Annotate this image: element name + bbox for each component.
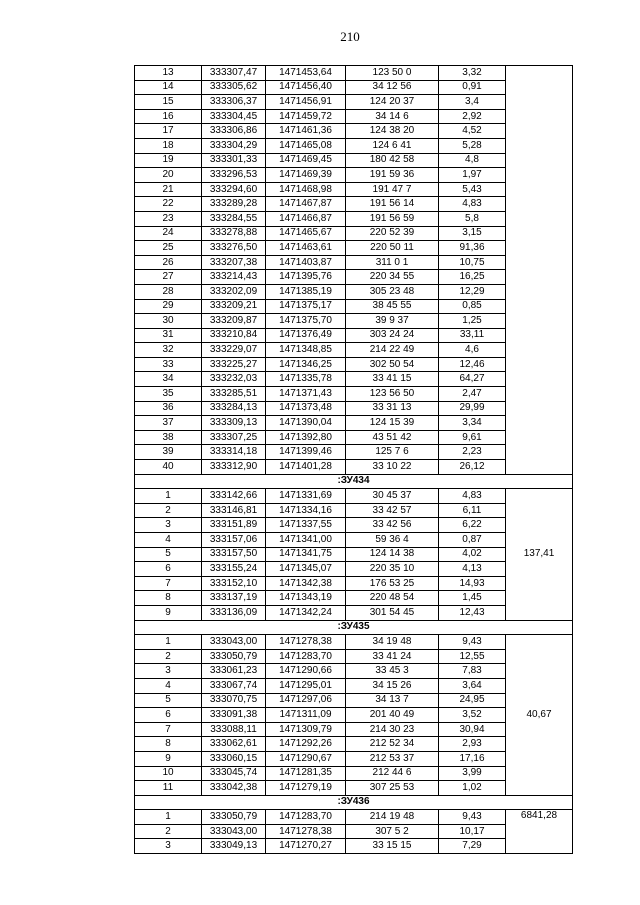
x-coordinate: 333278,88 [202, 226, 266, 241]
point-number: 33 [135, 357, 202, 372]
point-number: 8 [135, 591, 202, 606]
direction-angle: 33 31 13 [346, 401, 439, 416]
point-number: 40 [135, 460, 202, 475]
y-coordinate: 1471469,39 [266, 168, 346, 183]
section-title: :ЗУ436 [135, 795, 573, 810]
segment-length: 4,13 [439, 562, 506, 577]
point-number: 31 [135, 328, 202, 343]
direction-angle: 38 45 55 [346, 299, 439, 314]
segment-length: 24,95 [439, 693, 506, 708]
y-coordinate: 1471348,85 [266, 343, 346, 358]
x-coordinate: 333301,33 [202, 153, 266, 168]
y-coordinate: 1471453,64 [266, 66, 346, 81]
direction-angle: 33 10 22 [346, 460, 439, 475]
segment-length: 16,25 [439, 270, 506, 285]
segment-length: 2,93 [439, 737, 506, 752]
point-number: 3 [135, 839, 202, 854]
direction-angle: 34 13 7 [346, 693, 439, 708]
direction-angle: 301 54 45 [346, 605, 439, 620]
direction-angle: 212 52 34 [346, 737, 439, 752]
point-number: 25 [135, 241, 202, 256]
direction-angle: 34 15 26 [346, 678, 439, 693]
point-number: 30 [135, 314, 202, 329]
y-coordinate: 1471270,27 [266, 839, 346, 854]
y-coordinate: 1471278,38 [266, 635, 346, 650]
point-number: 23 [135, 211, 202, 226]
segment-length: 33,11 [439, 328, 506, 343]
segment-length: 12,55 [439, 649, 506, 664]
segment-length: 12,43 [439, 605, 506, 620]
x-coordinate: 333151,89 [202, 518, 266, 533]
x-coordinate: 333155,24 [202, 562, 266, 577]
x-coordinate: 333285,51 [202, 387, 266, 402]
segment-length: 5,28 [439, 138, 506, 153]
y-coordinate: 1471292,26 [266, 737, 346, 752]
segment-length: 4,83 [439, 197, 506, 212]
segment-length: 10,17 [439, 824, 506, 839]
y-coordinate: 1471375,17 [266, 299, 346, 314]
y-coordinate: 1471385,19 [266, 284, 346, 299]
y-coordinate: 1471395,76 [266, 270, 346, 285]
point-number: 29 [135, 299, 202, 314]
x-coordinate: 333225,27 [202, 357, 266, 372]
y-coordinate: 1471309,79 [266, 722, 346, 737]
x-coordinate: 333306,86 [202, 124, 266, 139]
x-coordinate: 333060,15 [202, 751, 266, 766]
direction-angle: 123 56 50 [346, 387, 439, 402]
y-coordinate: 1471399,46 [266, 445, 346, 460]
area-value: 40,67 [506, 635, 573, 796]
point-number: 32 [135, 343, 202, 358]
y-coordinate: 1471345,07 [266, 562, 346, 577]
x-coordinate: 333045,74 [202, 766, 266, 781]
direction-angle: 302 50 54 [346, 357, 439, 372]
x-coordinate: 333091,38 [202, 708, 266, 723]
point-number: 24 [135, 226, 202, 241]
table-row [135, 810, 573, 825]
section-header-row [135, 474, 573, 489]
segment-length: 3,52 [439, 708, 506, 723]
point-number: 13 [135, 66, 202, 81]
x-coordinate: 333314,18 [202, 445, 266, 460]
point-number: 2 [135, 824, 202, 839]
x-coordinate: 333062,61 [202, 737, 266, 752]
direction-angle: 30 45 37 [346, 489, 439, 504]
coordinates-table [134, 65, 573, 854]
segment-length: 0,85 [439, 299, 506, 314]
segment-length: 17,16 [439, 751, 506, 766]
x-coordinate: 333061,23 [202, 664, 266, 679]
direction-angle: 305 23 48 [346, 284, 439, 299]
y-coordinate: 1471311,09 [266, 708, 346, 723]
direction-angle: 33 15 15 [346, 839, 439, 854]
direction-angle: 220 52 39 [346, 226, 439, 241]
direction-angle: 212 44 6 [346, 766, 439, 781]
table-row [135, 489, 573, 504]
segment-length: 5,8 [439, 211, 506, 226]
x-coordinate: 333142,66 [202, 489, 266, 504]
direction-angle: 191 47 7 [346, 182, 439, 197]
x-coordinate: 333210,84 [202, 328, 266, 343]
y-coordinate: 1471278,38 [266, 824, 346, 839]
point-number: 27 [135, 270, 202, 285]
x-coordinate: 333146,81 [202, 503, 266, 518]
point-number: 5 [135, 693, 202, 708]
table-row [135, 66, 573, 81]
segment-length: 3,99 [439, 766, 506, 781]
segment-length: 1,97 [439, 168, 506, 183]
x-coordinate: 333309,13 [202, 416, 266, 431]
y-coordinate: 1471375,70 [266, 314, 346, 329]
x-coordinate: 333157,50 [202, 547, 266, 562]
y-coordinate: 1471283,70 [266, 649, 346, 664]
segment-length: 3,4 [439, 95, 506, 110]
segment-length: 6,11 [439, 503, 506, 518]
segment-length: 14,93 [439, 576, 506, 591]
direction-angle: 124 15 39 [346, 416, 439, 431]
point-number: 36 [135, 401, 202, 416]
y-coordinate: 1471401,28 [266, 460, 346, 475]
direction-angle: 191 56 59 [346, 211, 439, 226]
segment-length: 3,32 [439, 66, 506, 81]
point-number: 4 [135, 533, 202, 548]
segment-length: 4,52 [439, 124, 506, 139]
direction-angle: 311 0 1 [346, 255, 439, 270]
x-coordinate: 333214,43 [202, 270, 266, 285]
direction-angle: 39 9 37 [346, 314, 439, 329]
y-coordinate: 1471371,43 [266, 387, 346, 402]
x-coordinate: 333070,75 [202, 693, 266, 708]
segment-length: 5,43 [439, 182, 506, 197]
segment-length: 12,46 [439, 357, 506, 372]
point-number: 5 [135, 547, 202, 562]
y-coordinate: 1471376,49 [266, 328, 346, 343]
point-number: 26 [135, 255, 202, 270]
y-coordinate: 1471461,36 [266, 124, 346, 139]
y-coordinate: 1471341,75 [266, 547, 346, 562]
table-row [135, 635, 573, 650]
x-coordinate: 333304,29 [202, 138, 266, 153]
direction-angle: 214 19 48 [346, 810, 439, 825]
direction-angle: 34 12 56 [346, 80, 439, 95]
point-number: 7 [135, 722, 202, 737]
segment-length: 3,34 [439, 416, 506, 431]
direction-angle: 33 45 3 [346, 664, 439, 679]
direction-angle: 220 50 11 [346, 241, 439, 256]
segment-length: 3,64 [439, 678, 506, 693]
y-coordinate: 1471279,19 [266, 781, 346, 796]
segment-length: 7,83 [439, 664, 506, 679]
segment-length: 4,8 [439, 153, 506, 168]
segment-length: 0,91 [439, 80, 506, 95]
direction-angle: 220 34 55 [346, 270, 439, 285]
point-number: 3 [135, 518, 202, 533]
direction-angle: 220 48 54 [346, 591, 439, 606]
point-number: 9 [135, 605, 202, 620]
direction-angle: 33 42 56 [346, 518, 439, 533]
direction-angle: 43 51 42 [346, 430, 439, 445]
x-coordinate: 333304,45 [202, 109, 266, 124]
direction-angle: 214 22 49 [346, 343, 439, 358]
point-number: 17 [135, 124, 202, 139]
segment-length: 91,36 [439, 241, 506, 256]
y-coordinate: 1471456,40 [266, 80, 346, 95]
segment-length: 9,61 [439, 430, 506, 445]
y-coordinate: 1471337,55 [266, 518, 346, 533]
x-coordinate: 333312,90 [202, 460, 266, 475]
x-coordinate: 333049,13 [202, 839, 266, 854]
point-number: 34 [135, 372, 202, 387]
point-number: 15 [135, 95, 202, 110]
x-coordinate: 333157,06 [202, 533, 266, 548]
x-coordinate: 333307,25 [202, 430, 266, 445]
point-number: 1 [135, 635, 202, 650]
direction-angle: 124 14 38 [346, 547, 439, 562]
y-coordinate: 1471343,19 [266, 591, 346, 606]
x-coordinate: 333307,47 [202, 66, 266, 81]
y-coordinate: 1471392,80 [266, 430, 346, 445]
direction-angle: 191 59 36 [346, 168, 439, 183]
y-coordinate: 1471469,45 [266, 153, 346, 168]
x-coordinate: 333043,00 [202, 635, 266, 650]
y-coordinate: 1471342,24 [266, 605, 346, 620]
x-coordinate: 333088,11 [202, 722, 266, 737]
point-number: 18 [135, 138, 202, 153]
point-number: 6 [135, 708, 202, 723]
point-number: 10 [135, 766, 202, 781]
x-coordinate: 333306,37 [202, 95, 266, 110]
point-number: 1 [135, 489, 202, 504]
point-number: 28 [135, 284, 202, 299]
y-coordinate: 1471335,78 [266, 372, 346, 387]
point-number: 16 [135, 109, 202, 124]
direction-angle: 303 24 24 [346, 328, 439, 343]
y-coordinate: 1471463,61 [266, 241, 346, 256]
segment-length: 2,92 [439, 109, 506, 124]
y-coordinate: 1471283,70 [266, 810, 346, 825]
section-title: :ЗУ435 [135, 620, 573, 635]
direction-angle: 124 38 20 [346, 124, 439, 139]
y-coordinate: 1471403,87 [266, 255, 346, 270]
direction-angle: 214 30 23 [346, 722, 439, 737]
direction-angle: 59 36 4 [346, 533, 439, 548]
x-coordinate: 333284,13 [202, 401, 266, 416]
point-number: 14 [135, 80, 202, 95]
direction-angle: 34 19 48 [346, 635, 439, 650]
point-number: 38 [135, 430, 202, 445]
x-coordinate: 333296,53 [202, 168, 266, 183]
direction-angle: 33 41 24 [346, 649, 439, 664]
x-coordinate: 333050,79 [202, 810, 266, 825]
point-number: 2 [135, 649, 202, 664]
y-coordinate: 1471290,66 [266, 664, 346, 679]
segment-length: 4,83 [439, 489, 506, 504]
y-coordinate: 1471467,87 [266, 197, 346, 212]
segment-length: 6,22 [439, 518, 506, 533]
segment-length: 1,02 [439, 781, 506, 796]
x-coordinate: 333152,10 [202, 576, 266, 591]
y-coordinate: 1471465,67 [266, 226, 346, 241]
area-value [506, 66, 573, 475]
y-coordinate: 1471346,25 [266, 357, 346, 372]
x-coordinate: 333207,38 [202, 255, 266, 270]
x-coordinate: 333067,74 [202, 678, 266, 693]
y-coordinate: 1471466,87 [266, 211, 346, 226]
point-number: 20 [135, 168, 202, 183]
x-coordinate: 333050,79 [202, 649, 266, 664]
point-number: 8 [135, 737, 202, 752]
segment-length: 64,27 [439, 372, 506, 387]
segment-length: 10,75 [439, 255, 506, 270]
area-value: 6841,28 [506, 810, 573, 854]
segment-length: 2,23 [439, 445, 506, 460]
segment-length: 1,25 [439, 314, 506, 329]
x-coordinate: 333294,60 [202, 182, 266, 197]
segment-length: 30,94 [439, 722, 506, 737]
segment-length: 2,47 [439, 387, 506, 402]
x-coordinate: 333043,00 [202, 824, 266, 839]
segment-length: 26,12 [439, 460, 506, 475]
x-coordinate: 333229,07 [202, 343, 266, 358]
y-coordinate: 1471290,67 [266, 751, 346, 766]
direction-angle: 34 14 6 [346, 109, 439, 124]
direction-angle: 124 6 41 [346, 138, 439, 153]
direction-angle: 212 53 37 [346, 751, 439, 766]
y-coordinate: 1471459,72 [266, 109, 346, 124]
direction-angle: 123 50 0 [346, 66, 439, 81]
x-coordinate: 333137,19 [202, 591, 266, 606]
section-header-row [135, 620, 573, 635]
direction-angle: 176 53 25 [346, 576, 439, 591]
point-number: 37 [135, 416, 202, 431]
direction-angle: 191 56 14 [346, 197, 439, 212]
segment-length: 3,15 [439, 226, 506, 241]
y-coordinate: 1471295,01 [266, 678, 346, 693]
point-number: 35 [135, 387, 202, 402]
section-title: :ЗУ434 [135, 474, 573, 489]
y-coordinate: 1471331,69 [266, 489, 346, 504]
point-number: 9 [135, 751, 202, 766]
x-coordinate: 333305,62 [202, 80, 266, 95]
x-coordinate: 333232,03 [202, 372, 266, 387]
direction-angle: 124 20 37 [346, 95, 439, 110]
segment-length: 9,43 [439, 810, 506, 825]
y-coordinate: 1471334,16 [266, 503, 346, 518]
segment-length: 1,45 [439, 591, 506, 606]
point-number: 19 [135, 153, 202, 168]
point-number: 22 [135, 197, 202, 212]
direction-angle: 220 35 10 [346, 562, 439, 577]
y-coordinate: 1471456,91 [266, 95, 346, 110]
page-number: 210 [340, 29, 360, 44]
direction-angle: 180 42 58 [346, 153, 439, 168]
segment-length: 9,43 [439, 635, 506, 650]
y-coordinate: 1471297,06 [266, 693, 346, 708]
point-number: 11 [135, 781, 202, 796]
segment-length: 0,87 [439, 533, 506, 548]
y-coordinate: 1471341,00 [266, 533, 346, 548]
segment-length: 29,99 [439, 401, 506, 416]
direction-angle: 33 42 57 [346, 503, 439, 518]
direction-angle: 125 7 6 [346, 445, 439, 460]
y-coordinate: 1471342,38 [266, 576, 346, 591]
point-number: 39 [135, 445, 202, 460]
direction-angle: 201 40 49 [346, 708, 439, 723]
segment-length: 4,6 [439, 343, 506, 358]
segment-length: 4,02 [439, 547, 506, 562]
segment-length: 12,29 [439, 284, 506, 299]
point-number: 3 [135, 664, 202, 679]
area-value: 137,41 [506, 489, 573, 620]
y-coordinate: 1471373,48 [266, 401, 346, 416]
point-number: 7 [135, 576, 202, 591]
x-coordinate: 333209,87 [202, 314, 266, 329]
x-coordinate: 333136,09 [202, 605, 266, 620]
y-coordinate: 1471465,08 [266, 138, 346, 153]
point-number: 1 [135, 810, 202, 825]
point-number: 2 [135, 503, 202, 518]
y-coordinate: 1471390,04 [266, 416, 346, 431]
x-coordinate: 333042,38 [202, 781, 266, 796]
x-coordinate: 333289,28 [202, 197, 266, 212]
segment-length: 7,29 [439, 839, 506, 854]
x-coordinate: 333276,50 [202, 241, 266, 256]
point-number: 6 [135, 562, 202, 577]
point-number: 4 [135, 678, 202, 693]
section-header-row [135, 795, 573, 810]
y-coordinate: 1471281,35 [266, 766, 346, 781]
direction-angle: 307 5 2 [346, 824, 439, 839]
x-coordinate: 333209,21 [202, 299, 266, 314]
y-coordinate: 1471468,98 [266, 182, 346, 197]
direction-angle: 307 25 53 [346, 781, 439, 796]
direction-angle: 33 41 15 [346, 372, 439, 387]
x-coordinate: 333202,09 [202, 284, 266, 299]
point-number: 21 [135, 182, 202, 197]
x-coordinate: 333284,55 [202, 211, 266, 226]
